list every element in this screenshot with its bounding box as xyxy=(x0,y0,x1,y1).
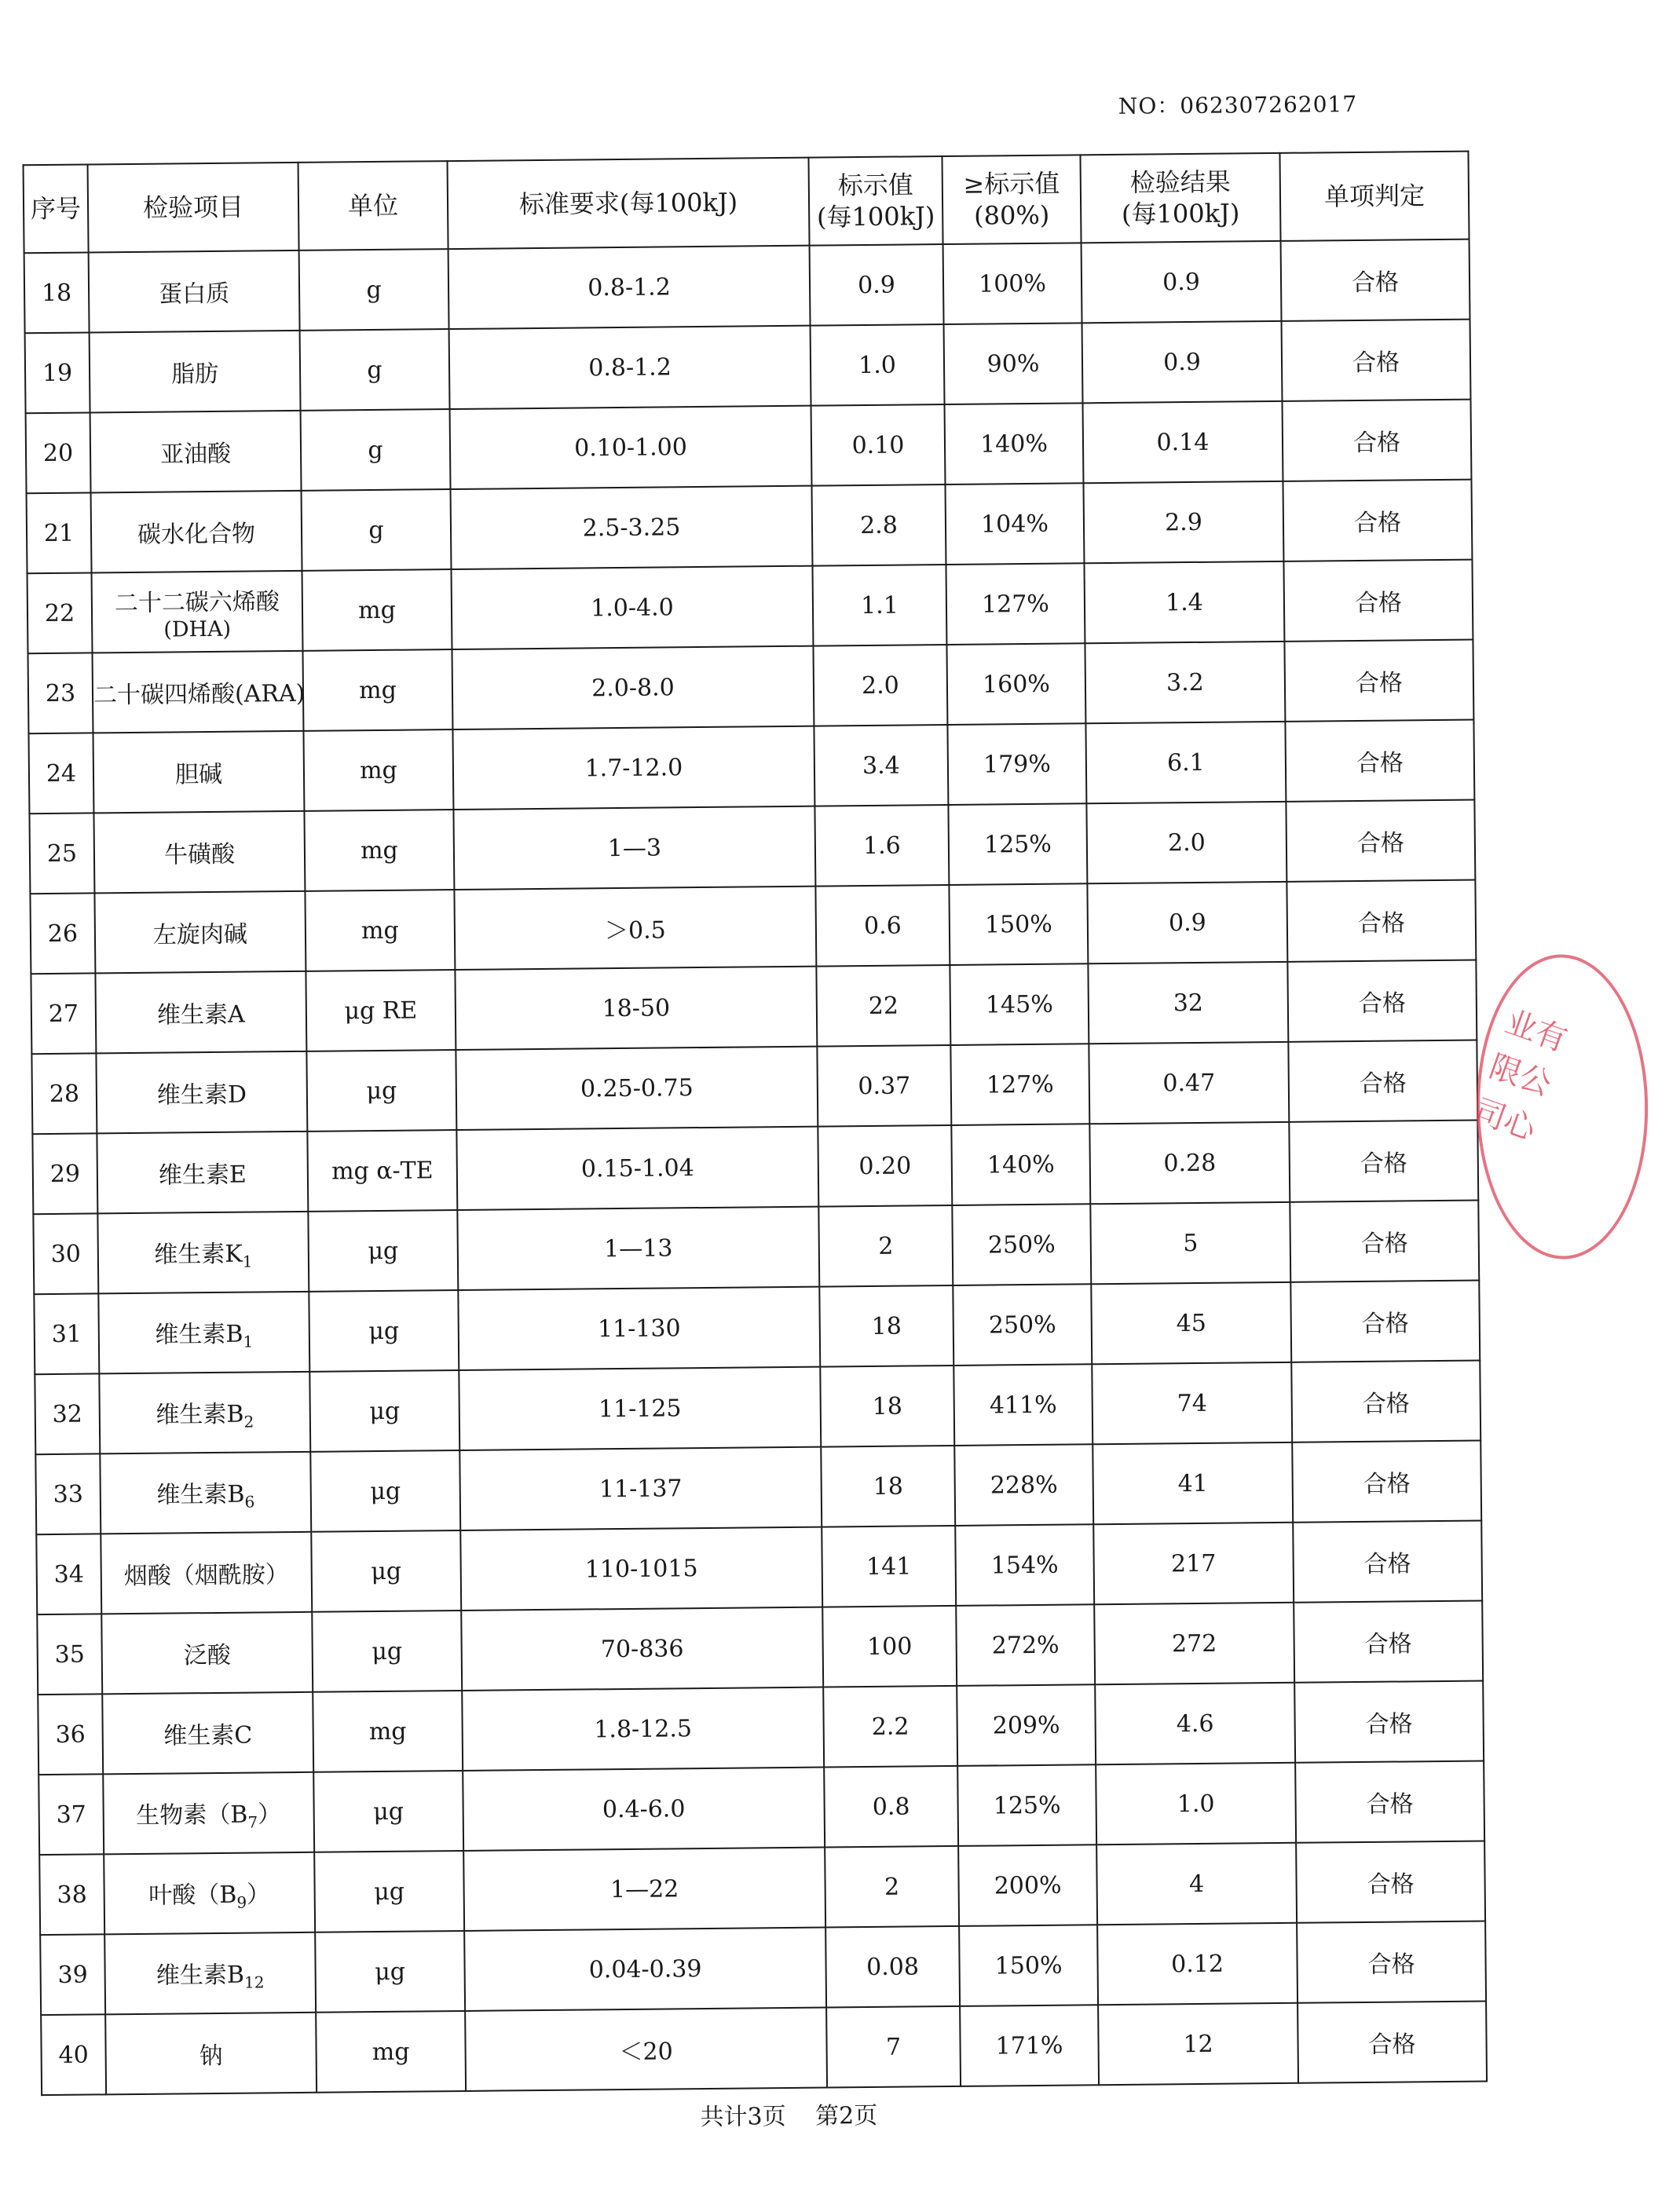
cell-verdict: 合格 xyxy=(1282,320,1471,401)
table-row xyxy=(33,1201,1479,1295)
cell-unit: μg xyxy=(306,1050,456,1132)
cell-result: 272 xyxy=(1094,1603,1294,1684)
cell-result: 1.4 xyxy=(1084,561,1284,643)
cell-label-value: 100 xyxy=(822,1606,957,1687)
item-name: 维生素B xyxy=(156,1400,244,1429)
cell-standard: 0.10-1.00 xyxy=(450,406,812,489)
item-name: 维生素B xyxy=(156,1480,245,1509)
cell-verdict: 合格 xyxy=(1290,1281,1480,1362)
item-name: 维生素B xyxy=(155,1320,243,1349)
cell-unit: mg xyxy=(302,649,452,731)
cell-seq: 26 xyxy=(30,893,95,974)
document-number: NO：062307262017 xyxy=(1118,90,1358,119)
table-row xyxy=(37,1601,1483,1695)
item-name: 脂肪 xyxy=(170,360,219,389)
cell-label-value: 18 xyxy=(819,1285,953,1367)
cell-ratio: 125% xyxy=(948,803,1087,885)
cell-ratio: 100% xyxy=(943,243,1082,324)
item-name: 牛磺酸 xyxy=(163,840,236,869)
cell-unit: g xyxy=(302,489,452,571)
item-name: 二十二碳六烯酸 xyxy=(114,587,280,617)
cell-verdict: 合格 xyxy=(1282,400,1471,481)
cell-standard: 0.4-6.0 xyxy=(463,1768,825,1851)
table-row xyxy=(38,1761,1484,1856)
cell-unit: mg xyxy=(302,569,452,651)
item-name: 维生素E xyxy=(158,1161,247,1190)
table-row xyxy=(26,400,1472,494)
cell-label-value: 1.6 xyxy=(814,805,949,887)
cell-label-value: 2 xyxy=(818,1205,953,1287)
cell-verdict: 合格 xyxy=(1296,1841,1485,1922)
cell-result: 4 xyxy=(1096,1843,1297,1925)
cell-unit: μg xyxy=(308,1210,458,1292)
table-row xyxy=(31,1040,1477,1135)
cell-result: 0.9 xyxy=(1087,882,1287,963)
cell-unit: mg α-TE xyxy=(307,1130,457,1212)
cell-label-value: 2.0 xyxy=(813,645,947,726)
cell-result: 2.0 xyxy=(1086,802,1287,883)
table-row xyxy=(28,640,1474,734)
cell-unit: μg xyxy=(312,1611,462,1692)
item-name: 亚油酸 xyxy=(159,440,232,469)
cell-unit: μg xyxy=(309,1290,459,1372)
cell-item xyxy=(98,1292,309,1374)
cell-unit: g xyxy=(299,249,449,331)
cell-seq: 37 xyxy=(38,1774,104,1855)
cell-standard: 1—13 xyxy=(457,1207,819,1290)
cell-standard: ＜20 xyxy=(465,2008,827,2091)
cell-item xyxy=(92,571,303,653)
cell-result: 32 xyxy=(1088,962,1288,1044)
cell-seq: 35 xyxy=(37,1614,102,1695)
cell-verdict: 合格 xyxy=(1285,720,1474,802)
table-row xyxy=(39,1841,1485,1935)
cell-item xyxy=(89,250,300,333)
cell-verdict: 合格 xyxy=(1281,239,1470,321)
cell-seq: 31 xyxy=(34,1293,99,1374)
table-row xyxy=(29,800,1475,894)
item-name: 维生素A xyxy=(156,1000,245,1029)
cell-ratio: 228% xyxy=(954,1444,1093,1526)
cell-seq: 27 xyxy=(31,973,96,1054)
cell-item xyxy=(100,1452,311,1534)
cell-result: 4.6 xyxy=(1095,1683,1295,1764)
cell-ratio: 209% xyxy=(957,1684,1096,1766)
table-row xyxy=(41,2001,1487,2095)
item-name: 胆碱 xyxy=(174,760,223,789)
cell-seq: 19 xyxy=(25,332,90,413)
cell-item xyxy=(105,2013,317,2095)
cell-standard: 18-50 xyxy=(455,967,817,1050)
cell-result: 0.12 xyxy=(1097,1923,1297,2005)
cell-seq: 25 xyxy=(29,813,94,894)
cell-standard: 0.25-0.75 xyxy=(456,1047,818,1130)
cell-verdict: 合格 xyxy=(1287,880,1476,962)
header-verdict: 单项判定 xyxy=(1279,152,1469,241)
cell-ratio: 125% xyxy=(957,1764,1096,1846)
cell-verdict: 合格 xyxy=(1295,1761,1484,1843)
item-name: 烟酸（烟酰胺） xyxy=(123,1561,289,1591)
cell-seq: 38 xyxy=(39,1854,104,1935)
cell-label-value: 0.37 xyxy=(817,1045,951,1127)
cell-seq: 34 xyxy=(36,1534,101,1614)
cell-item xyxy=(95,971,306,1054)
cell-item xyxy=(101,1532,312,1614)
cell-ratio: 200% xyxy=(958,1845,1097,1926)
cell-item xyxy=(101,1612,313,1695)
cell-item xyxy=(90,331,301,413)
table-row xyxy=(35,1441,1481,1535)
item-subscript: 9 xyxy=(236,1892,247,1912)
item-subscript: 1 xyxy=(242,1252,253,1271)
cell-item xyxy=(97,1132,308,1214)
cell-result: 0.28 xyxy=(1089,1122,1290,1204)
cell-result: 0.9 xyxy=(1082,321,1283,403)
cell-ratio: 160% xyxy=(946,643,1085,725)
cell-standard: 1.8-12.5 xyxy=(462,1687,824,1771)
item-subscript: 1 xyxy=(243,1332,254,1351)
item-subscript: 2 xyxy=(243,1412,254,1431)
cell-verdict: 合格 xyxy=(1297,2001,1487,2082)
cell-standard: 1.7-12.0 xyxy=(452,726,814,810)
cell-label-value: 7 xyxy=(826,2006,961,2088)
item-name: 左旋肉碱 xyxy=(152,920,248,949)
header-unit: 单位 xyxy=(298,161,448,250)
cell-ratio: 145% xyxy=(950,963,1089,1045)
cell-item xyxy=(94,891,306,974)
cell-ratio: 250% xyxy=(952,1204,1091,1285)
cell-ratio: 150% xyxy=(949,883,1088,965)
item-name: 维生素K xyxy=(154,1240,243,1269)
cell-verdict: 合格 xyxy=(1294,1681,1484,1763)
cell-unit: mg xyxy=(313,1691,463,1772)
cell-standard: 11-137 xyxy=(459,1447,822,1530)
item-subscript: 12 xyxy=(243,1972,265,1992)
cell-unit: mg xyxy=(305,890,455,971)
item-name: 二十碳四烯酸(ARA) xyxy=(93,679,306,710)
cell-label-value: 1.1 xyxy=(812,565,946,646)
cell-unit: mg xyxy=(304,810,454,891)
red-seal-stamp xyxy=(1469,953,1649,1260)
cell-unit: μg xyxy=(313,1771,463,1852)
cell-label-value: 2.2 xyxy=(823,1686,957,1768)
cell-item xyxy=(93,651,304,733)
cell-unit: μg xyxy=(310,1450,460,1532)
cell-seq: 32 xyxy=(35,1373,100,1454)
cell-result: 217 xyxy=(1093,1523,1294,1604)
cell-standard: 1—22 xyxy=(463,1848,825,1931)
cell-standard: 11-130 xyxy=(458,1287,820,1370)
header-standard: 标准要求(每100kJ) xyxy=(448,158,810,249)
cell-seq: 33 xyxy=(35,1453,101,1534)
inspection-table xyxy=(23,151,1488,2097)
cell-unit: μg xyxy=(309,1370,459,1452)
cell-verdict: 合格 xyxy=(1283,480,1472,561)
cell-verdict: 合格 xyxy=(1287,960,1477,1042)
header-result: 检验结果 (每100kJ) xyxy=(1080,153,1280,243)
item-suffix: ） xyxy=(257,1800,282,1828)
item-name: 生物素（B xyxy=(136,1801,248,1830)
table-row xyxy=(38,1681,1484,1775)
cell-unit: μg xyxy=(314,1851,464,1932)
cell-result: 0.9 xyxy=(1082,241,1282,323)
item-name-line2: (DHA) xyxy=(163,616,232,642)
cell-standard: 2.0-8.0 xyxy=(452,646,814,729)
cell-label-value: 0.20 xyxy=(818,1125,952,1207)
cell-verdict: 合格 xyxy=(1291,1361,1480,1442)
cell-ratio: 179% xyxy=(947,723,1086,805)
item-name: 钠 xyxy=(199,2042,223,2071)
cell-standard: 0.04-0.39 xyxy=(464,1928,826,2011)
table-row xyxy=(34,1281,1480,1375)
cell-standard: 0.15-1.04 xyxy=(456,1127,818,1210)
cell-seq: 23 xyxy=(28,653,93,733)
cell-label-value: 22 xyxy=(816,965,950,1047)
cell-verdict: 合格 xyxy=(1289,1121,1478,1202)
cell-label-value: 18 xyxy=(820,1366,954,1447)
cell-standard: 2.5-3.25 xyxy=(451,486,813,569)
cell-item xyxy=(96,1051,307,1134)
cell-ratio: 150% xyxy=(959,1925,1098,2006)
cell-standard: 1.0-4.0 xyxy=(452,566,814,649)
cell-label-value: 18 xyxy=(821,1446,955,1527)
cell-unit: mg xyxy=(316,2011,466,2093)
table-body xyxy=(24,239,1487,2096)
table-row xyxy=(40,1921,1486,2015)
cell-verdict: 合格 xyxy=(1283,560,1473,642)
cell-seq: 18 xyxy=(24,252,90,333)
cell-seq: 21 xyxy=(27,492,92,573)
cell-ratio: 104% xyxy=(945,483,1084,565)
cell-unit: g xyxy=(300,329,450,411)
cell-standard: 70-836 xyxy=(461,1607,823,1691)
cell-item xyxy=(91,491,302,573)
cell-label-value: 0.10 xyxy=(811,404,946,486)
table-row xyxy=(25,320,1471,414)
cell-verdict: 合格 xyxy=(1293,1521,1482,1603)
cell-result: 3.2 xyxy=(1085,642,1285,723)
cell-ratio: 272% xyxy=(956,1604,1095,1686)
cell-ratio: 140% xyxy=(951,1124,1090,1205)
cell-label-value: 2 xyxy=(825,1846,959,1928)
item-subscript: 7 xyxy=(247,1812,258,1832)
cell-item xyxy=(99,1372,310,1454)
cell-label-value: 1.0 xyxy=(811,324,945,406)
cell-verdict: 合格 xyxy=(1292,1441,1481,1523)
cell-standard: 110-1015 xyxy=(460,1527,822,1611)
cell-label-value: 3.4 xyxy=(814,725,948,806)
table-row xyxy=(31,960,1477,1055)
table-row xyxy=(27,480,1473,574)
cell-result: 6.1 xyxy=(1085,722,1286,803)
cell-result: 0.47 xyxy=(1089,1042,1289,1124)
cell-seq: 20 xyxy=(26,412,91,493)
item-name: 叶酸（B xyxy=(148,1881,237,1910)
cell-result: 2.9 xyxy=(1083,481,1283,563)
cell-result: 74 xyxy=(1092,1362,1292,1444)
cell-ratio: 140% xyxy=(945,403,1084,484)
cell-item xyxy=(93,731,304,814)
cell-standard: 0.8-1.2 xyxy=(449,326,811,409)
cell-seq: 40 xyxy=(41,2014,106,2095)
table-row xyxy=(35,1361,1480,1455)
table-row xyxy=(28,720,1474,814)
cell-seq: 39 xyxy=(40,1934,105,2015)
cell-item xyxy=(90,411,302,493)
cell-ratio: 250% xyxy=(953,1284,1092,1366)
cell-standard: 1—3 xyxy=(453,806,815,890)
cell-item xyxy=(102,1692,313,1775)
cell-seq: 28 xyxy=(31,1053,97,1134)
cell-result: 41 xyxy=(1093,1442,1293,1524)
cell-unit: μg RE xyxy=(306,970,456,1051)
cell-item xyxy=(93,811,305,894)
table-row xyxy=(24,239,1470,334)
cell-label-value: 0.6 xyxy=(815,885,950,967)
item-name: 维生素D xyxy=(156,1080,247,1110)
cell-ratio: 90% xyxy=(944,323,1083,404)
cell-unit: mg xyxy=(303,729,453,811)
cell-unit: μg xyxy=(311,1530,461,1612)
current-page: 第2页 xyxy=(815,2101,878,2130)
cell-result: 45 xyxy=(1091,1282,1291,1364)
cell-label-value: 0.9 xyxy=(810,244,944,326)
cell-verdict: 合格 xyxy=(1297,1921,1486,2002)
cell-verdict: 合格 xyxy=(1290,1201,1479,1282)
cell-ratio: 154% xyxy=(955,1524,1094,1606)
cell-seq: 24 xyxy=(28,733,93,814)
table-row xyxy=(36,1521,1482,1615)
cell-label-value: 0.08 xyxy=(825,1926,960,2008)
cell-unit: μg xyxy=(315,1931,465,2013)
cell-verdict: 合格 xyxy=(1286,800,1475,882)
cell-standard: ＞0.5 xyxy=(454,887,816,970)
item-name: 维生素C xyxy=(163,1721,253,1750)
item-name: 碳水化合物 xyxy=(137,520,256,549)
header-seq: 序号 xyxy=(24,164,89,253)
cell-label-value: 141 xyxy=(822,1526,956,1607)
cell-label-value: 2.8 xyxy=(812,484,946,566)
cell-verdict: 合格 xyxy=(1288,1040,1477,1122)
cell-ratio: 127% xyxy=(946,563,1085,645)
header-label-value: 标示值 (每100kJ) xyxy=(808,156,942,246)
cell-label-value: 0.8 xyxy=(824,1766,958,1848)
table-header-row xyxy=(24,152,1470,254)
cell-seq: 22 xyxy=(27,572,93,653)
header-item: 检验项目 xyxy=(88,163,299,253)
cell-standard: 0.8-1.2 xyxy=(448,246,811,329)
item-name: 维生素B xyxy=(156,1961,245,1990)
cell-ratio: 171% xyxy=(960,2005,1099,2086)
cell-seq: 36 xyxy=(38,1694,103,1775)
cell-result: 1.0 xyxy=(1096,1763,1296,1845)
cell-result: 5 xyxy=(1090,1202,1290,1284)
table-row xyxy=(32,1121,1478,1215)
cell-seq: 29 xyxy=(32,1133,97,1214)
table-row xyxy=(30,880,1476,974)
total-pages: 共计3页 xyxy=(700,2103,786,2132)
cell-item xyxy=(104,1852,315,1935)
item-suffix: ） xyxy=(246,1880,271,1909)
table-row xyxy=(27,560,1473,654)
item-name: 泛酸 xyxy=(183,1641,231,1670)
cell-verdict: 合格 xyxy=(1294,1601,1483,1683)
cell-result: 12 xyxy=(1098,2003,1298,2085)
cell-seq: 30 xyxy=(33,1213,98,1294)
cell-item xyxy=(103,1772,314,1855)
cell-item xyxy=(104,1932,316,2015)
cell-result: 0.14 xyxy=(1083,401,1283,483)
page-footer xyxy=(9,2089,1568,2138)
cell-verdict: 合格 xyxy=(1284,640,1473,722)
header-ratio: ≥标示值 (80%) xyxy=(942,155,1081,244)
cell-ratio: 411% xyxy=(953,1364,1093,1446)
item-name: 蛋白质 xyxy=(158,280,230,309)
stamp-text: 业有限公司心 xyxy=(1469,1004,1572,1148)
cell-standard: 11-125 xyxy=(459,1367,821,1450)
cell-ratio: 127% xyxy=(950,1044,1089,1125)
item-subscript: 6 xyxy=(244,1492,255,1512)
cell-item xyxy=(97,1212,309,1294)
cell-unit: g xyxy=(301,409,451,491)
